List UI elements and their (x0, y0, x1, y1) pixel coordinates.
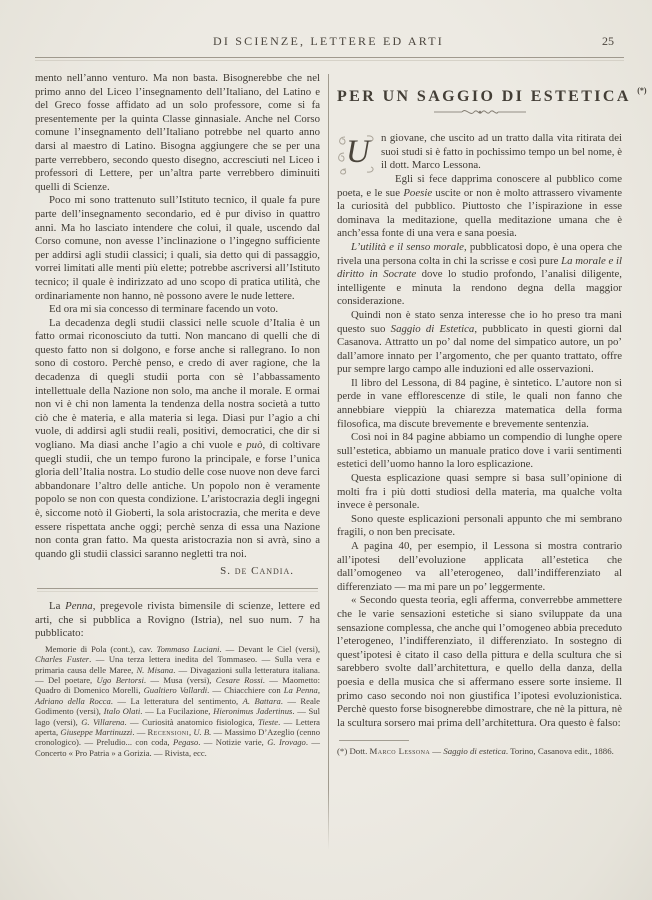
footnote-rule (339, 740, 409, 741)
article-title-text: PER UN SAGGIO DI ESTETICA (337, 88, 631, 105)
opening-paragraph (337, 132, 622, 173)
paragraph: Il libro del Lessona, di 84 pagine, è sintetico. L’autore non si perde in vane efflorescenze di stile, le quali non fanno che annebbiare vieppiù la chiarezza matematica della forma filosofica, ma discute brevemente e brevemente sentenzia. (337, 376, 622, 430)
paragraph: Questa esplicazione quasi sempre si basa sull’opinione di molti fra i più dotti studiosi della materia, ma qualche volta invece è personale. (337, 472, 622, 512)
two-column-layout (35, 72, 647, 890)
paragraph: Così noi in 84 pagine abbiamo un compendio di lunghe opere sull’estetica, abbiamo un manuale pratico dove i varii sentimenti estetici dell’uomo hanno la loro esplicazione. (337, 431, 622, 471)
paragraph: mento nell’anno venturo. Ma non basta. Bisognerebbe che nel primo anno del Liceo l’insegnamento dell’Italiano, del Latino e del Greco fosse affidato ad un solo professore, come si fa presentemente per la quinta Classe ginnasiale. Anche nel Corso comune l’insegnamento dell’Italiano potrebbe nel quarto anno darsi al maestro di Latino. Bisogna aggiungere che se per una parte verrebbero, secondo questo disegno, accresciuti nel Liceo i professori di Lettere, per un’altra parte verrebbero diminuiti quelli di Scienze. (35, 72, 320, 193)
paragraph: Egli si fece dapprima conoscere al pubblico come poeta, e le sue Poesie uscite or non è molto attrassero vivamente la curiosità del pubblico. Piuttosto che l’ispirazione in esse dominava la meditazione, quella meditazione umana che è anch’essa fonte di una vera e sana poesia. (337, 172, 623, 240)
footnote: (*) Dott. Marco Lessona — Saggio di estetica. Torino, Casanova edit., 1886. (337, 746, 614, 757)
article-title (337, 84, 647, 105)
paragraph: Poco mi sono trattenuto sull’Istituto tecnico, il quale fa pure parte dell’insegnamento secondario, ed è pur diviso in quattro anni. Ma ho lasciato intendere che colui, il quale, uscendo dal Corso comune, non avesse l’inclinazione o l’ingegno sufficiente per addirsi agli studii classici; i quali, sia detto qui di passaggio, vorrei limitati alle menti più elette; potrebbe ascriversi all’Istituto tecnico; il quale è indirizzato ad uno scopo di pratica utilità, che ordinariamente non hanno, nè possono avere le nude lettere. (35, 194, 320, 302)
author-signature: S. de Candia. (220, 565, 294, 578)
header-rule (35, 57, 624, 61)
paragraph: Ed ora mi sia concesso di terminare facendo un voto. (49, 303, 279, 316)
footnote-marker: (*) (637, 86, 647, 95)
column-divider-rule (328, 74, 329, 850)
penna-intro-paragraph: La Penna, pregevole rivista bimensile di scienze, lettere ed arti, che si pubblica a Rovigno (Istria), nel suo num. 7 ha pubblicato: (35, 599, 320, 640)
paragraph: Sono queste esplicazioni personali appunto che mi sembrano fragili, o non ben precisate. (337, 512, 622, 539)
section-divider-rule (37, 588, 318, 592)
paragraph: A pagina 40, per esempio, il Lessona si mostra contrario all’ipotesi dell’evoluzione applicata all’estetica che dall’omogeneo va all’eterogeneo, dall’indifferenziato al differenziato — ma mi pare un po’ leggermente. (337, 540, 622, 593)
paragraph: La decadenza degli studii classici nelle scuole d’Italia è un fatto ormai riconosciuto da tutti. Non mancano di quelli che di questo fatto non si dolgono, e forse anche si rallegrano. Io non sono di costoro. Perchè penso, e credo di aver ragione, che la decadenza di quegli studii porta con sè l’abbassamento intellettuale della Nazione non solo, ma anche il morale. E ormai non vi è chi non lamenta la tendenza della nostra società a tutto ciò che è materia, e alla materia si lega. Diasi pur l’agio a chi vuole, di addirsi agli studii reali, positivi, democratici, che dir si vogliano. Ma diasi anche l’agio a chi vuole e può, di coltivare quegli studii, che un tempo furono la principale, e forse l’unica gloria dell’Italia nostra. Lo studio delle cose nuove non deve farci abbandonare l’altro delle antiche. Un popolo non è veramente popolo se non con questa condizione. L’aristocrazia degli ingegni è, siccome notò il Gioberti, la sola aristocrazia, che merita e deve essere rispettata anche oggi; perchè senza di essa una Nazione non conta gran fatto. Ma questa aristocrazia non si avrà, sino a quando gli studii classici saranno negletti tra noi. (35, 316, 320, 560)
right-column (337, 72, 647, 890)
ornamental-initial (337, 133, 377, 175)
dropcap-letter: U (346, 134, 370, 171)
paragraph: Quindi non è stato senza interesse che io ho preso tra mani questo suo Saggio di Estetica, pubblicato in questi giorni dal Casanova. Attratto un po’ dal nome del simpatico autore, un po’ dall’amore innato per l’argomento, che per quanto trattato, offre pur sempre largo campo alle induzioni ed alle osservazioni. (337, 308, 622, 376)
journal-title: DI SCIENZE, LETTERE ED ARTI (213, 34, 444, 48)
page-number: 25 (602, 34, 614, 48)
flourish-ornament-icon (337, 106, 622, 123)
paragraph: L’utilità e il senso morale, pubblicatosi dopo, è una opera che rivela una persona colta in chi la scrisse e così pure La morale e il diritto in Socrate dove lo studio profondo, l’analisi diligente, intelligente e minuta la rendono degna della maggior considerazione. (337, 240, 622, 308)
penna-contents-list: Memorie di Pola (cont.), cav. Tommaso Luciani. — Devant le Ciel (versi), Charles Fuster. — Una terza lettera inedita del Tommaseo. — Sulla vera e primaria causa delle Maree, N. Misana. — Divagazioni sulla letteratura italiana. — Del poetare, Ugo Bertorsi. — Musa (versi), Cesare Rossi. — Maometto: Quadro di Domenico Morelli, Gualtiero Vallardi. — Chiacchiere con La Penna, Adriano della Rocca. — La letteratura del sentimento, A. Battara. — Reale Godimento (versi), Italo Olati. — La Fucilazione, Hieronimus Jadertinus. — Sul lago (versi), G. Villarena. — Curiosità anatomico fisiologica, Tieste. — Lettera aperta, Giuseppe Martinuzzi. — Recensioni, U. B. — Massimo D’Azeglio (cenno cronologico). — Preludio... con coda, Pegaso. — Notizie varie, G. Irovago. — Concerto « Pro Patria » a Gorizia. — Rivista, ecc. (35, 643, 321, 758)
paragraph-text: n giovane, che uscito ad un tratto dalla vita ritirata dei suoi studi si è fatto in pochissimo tempo un bel nome, è il dott. Marco Lessona. (381, 132, 622, 172)
page-header (35, 34, 622, 52)
left-column (35, 72, 320, 890)
paragraph: « Secondo questa teoria, egli afferma, converrebbe ammettere che le varie sensazioni estetiche si siano sviluppate da una sensazione complessa, che anche qui l’omogeneo abbia preceduto l’eterogeneo, l’indifferenziato, il differenziato. In sostegno di quest’ipotesi è citato il caso della pittura e della scultura che si sarebbero svolte dall’architettura, e quello della danza, della poesia e della musica che si affermano essere sorte insieme. Il primo caso secondo noi non giustifica l’ipotesi evoluzionistica. Perchè questo forse bisognerebbe dimostrare, che nè la pittura, nè la scultura sorsero mai prima dell’architettura. Ora questo è falso: (337, 594, 622, 729)
